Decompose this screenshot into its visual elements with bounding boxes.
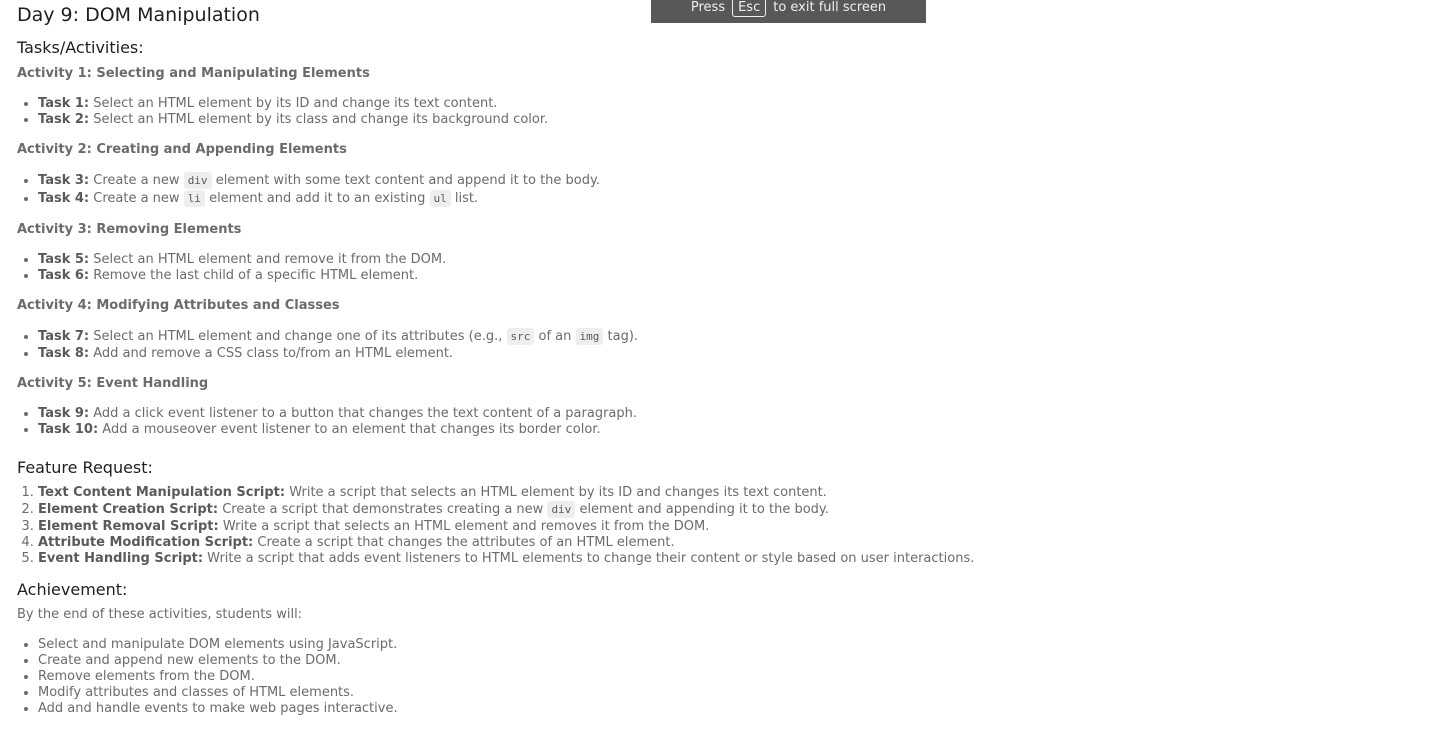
achievement-item: • Modify attributes and classes of HTML elements. [38, 685, 1437, 701]
item-label: Task 10: [38, 422, 99, 437]
item-label: Element Creation Script: [38, 502, 219, 517]
achievement-item: • Remove elements from the DOM. [38, 669, 1437, 685]
item-text: Create a script that demonstrates creating a new [218, 502, 548, 517]
item-text: of an [534, 329, 576, 344]
item-text: Select an HTML element by its class and change its background color. [89, 112, 549, 127]
task-item [38, 252, 1437, 268]
task-item [38, 406, 1437, 422]
item-label: Task 4: [38, 191, 90, 206]
task-item [38, 172, 1437, 190]
document-body [17, 0, 1437, 717]
achievement-item: • Create and append new elements to the DOM. [38, 653, 1437, 669]
task-item [38, 112, 1437, 128]
task-item [38, 190, 1437, 208]
item-text: list. [450, 191, 479, 206]
feature-item [38, 551, 1437, 567]
item-text: Create a new [89, 191, 184, 206]
item-label: Attribute Modification Script: [38, 535, 254, 550]
task-item [38, 422, 1437, 438]
inline-code: div [547, 501, 575, 518]
inline-code: img [576, 328, 604, 345]
item-text: Write a script that selects an HTML element and removes it from the DOM. [218, 519, 710, 534]
item-label: Task 7: [38, 329, 90, 344]
task-list [17, 172, 1437, 208]
toast-press-text: Press [690, 0, 726, 15]
item-text: Create a script that changes the attributes of an HTML element. [253, 535, 675, 550]
item-text: element and add it to an existing [204, 191, 430, 206]
item-text: element with some text content and append it to the body. [211, 173, 600, 188]
task-item [38, 328, 1437, 346]
item-label: Task 1: [38, 96, 90, 111]
feature-list [17, 485, 1437, 567]
activity-heading: Activity 3: Removing Elements [17, 222, 242, 237]
inline-code: div [184, 172, 212, 189]
task-list [17, 406, 1437, 438]
item-text: element and appending it to the body. [575, 502, 829, 517]
item-label: Text Content Manipulation Script: [38, 485, 286, 500]
task-item [38, 96, 1437, 112]
activities-section [17, 66, 1437, 452]
feature-item [38, 485, 1437, 501]
item-label: Element Removal Script: [38, 519, 219, 534]
item-label: Task 3: [38, 173, 90, 188]
item-text: Write a script that adds event listeners to HTML elements to change their content or style based on user interactions. [203, 551, 975, 566]
activity-heading: Activity 2: Creating and Appending Elements [17, 142, 347, 157]
feature-item [38, 519, 1437, 535]
item-text: Add a mouseover event listener to an element that changes its border color. [98, 422, 601, 437]
task-list [17, 96, 1437, 128]
item-label: Task 9: [38, 406, 90, 421]
page-title: Day 9: DOM Manipulation [17, 4, 260, 26]
item-label: Task 5: [38, 252, 90, 267]
item-label: Task 8: [38, 346, 90, 361]
item-text: Remove the last child of a specific HTML element. [89, 268, 419, 283]
achievement-intro: By the end of these activities, students will: [17, 607, 303, 622]
item-label: Task 6: [38, 268, 90, 283]
item-text: tag). [603, 329, 639, 344]
achievement-list [17, 637, 1437, 717]
toast-rest-text: to exit full screen [773, 0, 887, 15]
item-text: Select an HTML element and change one of its attributes (e.g., [89, 329, 507, 344]
item-text: Add a click event listener to a button that changes the text content of a paragraph. [89, 406, 638, 421]
feature-request-heading: Feature Request: [17, 458, 153, 477]
achievement-item: • Add and handle events to make web pages interactive. [38, 701, 1437, 717]
activity-heading: Activity 4: Modifying Attributes and Classes [17, 298, 340, 313]
activity-heading: Activity 5: Event Handling [17, 376, 209, 391]
esc-key-badge: Esc [732, 0, 766, 17]
item-label: Event Handling Script: [38, 551, 204, 566]
task-list [17, 252, 1437, 284]
item-text: Create a new [89, 173, 184, 188]
achievement-item: • Select and manipulate DOM elements using JavaScript. [38, 637, 1437, 653]
item-text: Add and remove a CSS class to/from an HTML element. [89, 346, 454, 361]
feature-item [38, 535, 1437, 551]
item-label: Task 2: [38, 112, 90, 127]
task-item [38, 268, 1437, 284]
inline-code: li [184, 190, 205, 207]
task-item [38, 346, 1437, 362]
tasks-heading: Tasks/Activities: [17, 38, 144, 57]
item-text: Select an HTML element and remove it from the DOM. [89, 252, 447, 267]
task-list [17, 328, 1437, 362]
item-text: Select an HTML element by its ID and change its text content. [89, 96, 498, 111]
item-text: Write a script that selects an HTML element by its ID and changes its text content. [285, 485, 827, 500]
achievement-heading: Achievement: [17, 580, 128, 599]
feature-item [38, 501, 1437, 519]
activity-heading: Activity 1: Selecting and Manipulating Elements [17, 66, 370, 81]
inline-code: src [507, 328, 535, 345]
inline-code: ul [430, 190, 451, 207]
